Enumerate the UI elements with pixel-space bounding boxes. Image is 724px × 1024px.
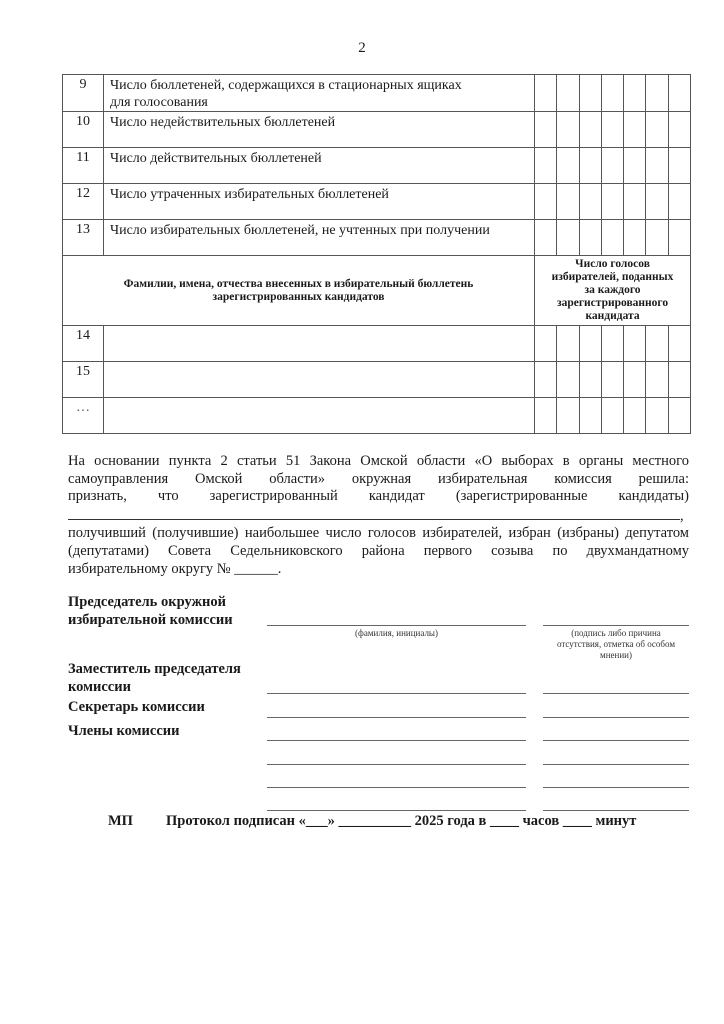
decision-line: (депутатами) Совета Седельниковского района первого созыва по двухмандатному	[68, 542, 689, 559]
digit-cell[interactable]	[668, 362, 690, 398]
digit-cell[interactable]	[668, 184, 690, 220]
signed-text: Протокол подписан «___» __________ 2025 года в ____ часов ____ минут	[166, 813, 637, 829]
digit-cell[interactable]	[624, 326, 646, 362]
candidates-header-label	[63, 256, 535, 326]
label-line: Заместитель председателя	[68, 661, 241, 677]
decision-line: На основании пункта 2 статьи 51 Закона Омской области «О выборах в органы местного	[68, 453, 689, 469]
digit-cell[interactable]	[601, 220, 623, 256]
caption-line: мнении)	[600, 650, 632, 660]
digit-cell[interactable]	[624, 75, 646, 112]
digit-cell[interactable]	[535, 326, 557, 362]
row-label-line: Число действительных бюллетеней	[110, 151, 322, 166]
candidate-name-cell[interactable]	[104, 398, 535, 434]
table-row	[63, 112, 691, 148]
row-label	[104, 112, 535, 148]
digit-cell[interactable]	[646, 398, 668, 434]
digit-cell[interactable]	[624, 184, 646, 220]
digit-cell[interactable]	[624, 398, 646, 434]
digit-cell[interactable]	[601, 75, 623, 112]
stamp-place: МП	[108, 813, 133, 829]
candidate-row	[63, 362, 691, 398]
page-number: 2	[358, 40, 366, 56]
members-label	[68, 722, 179, 740]
protocol-table	[62, 74, 691, 434]
label-line: избирательной комиссии	[68, 612, 233, 628]
row-label	[104, 148, 535, 184]
digit-cell[interactable]	[557, 75, 579, 112]
member-name-line[interactable]	[267, 740, 526, 741]
decision-line: признать, что зарегистрированный кандидат (зарегистрированные кандидаты)	[68, 488, 689, 505]
row-label	[104, 184, 535, 220]
row-number: 9	[63, 75, 104, 112]
digit-cell[interactable]	[646, 112, 668, 148]
member-signature-line[interactable]	[543, 740, 689, 741]
digit-cell[interactable]	[535, 220, 557, 256]
digit-cell[interactable]	[579, 75, 601, 112]
digit-cell[interactable]	[601, 184, 623, 220]
candidates-header-row	[63, 256, 691, 326]
header-line: избирателей, поданных	[551, 271, 674, 283]
digit-cell[interactable]	[646, 326, 668, 362]
candidate-fill-line[interactable]	[68, 506, 689, 526]
digit-cell[interactable]	[535, 362, 557, 398]
digit-cell[interactable]	[624, 220, 646, 256]
row-label-line: Число избирательных бюллетеней, не учтенных при получении	[110, 223, 490, 238]
digit-cell[interactable]	[624, 148, 646, 184]
chairman-name-line[interactable]	[267, 625, 526, 626]
name-caption: (фамилия, инициалы)	[355, 628, 438, 638]
table-row	[63, 148, 691, 184]
comma: ,	[680, 507, 684, 524]
digit-cell[interactable]	[579, 148, 601, 184]
digit-cell[interactable]	[557, 184, 579, 220]
row-number: 15	[63, 362, 104, 398]
caption-line: отсутствия, отметка об особом	[556, 639, 676, 649]
digit-cell[interactable]	[557, 398, 579, 434]
digit-cell[interactable]	[646, 220, 668, 256]
member-name-line[interactable]	[267, 810, 526, 811]
row-number: 11	[63, 148, 104, 184]
caption-line: (подпись либо причина	[571, 628, 661, 638]
digit-cell[interactable]	[668, 112, 690, 148]
digit-cell[interactable]	[535, 75, 557, 112]
chairman-label	[68, 593, 233, 629]
digit-cell[interactable]	[601, 398, 623, 434]
member-name-line[interactable]	[267, 787, 526, 788]
label-line: Председатель окружной	[68, 594, 226, 610]
chairman-signature-line[interactable]	[543, 625, 689, 626]
secretary-label	[68, 698, 205, 716]
secretary-signature-line[interactable]	[543, 717, 689, 718]
header-line: Число голосов	[575, 258, 650, 270]
digit-cell[interactable]	[535, 112, 557, 148]
label-line: комиссии	[68, 679, 131, 695]
digit-cell[interactable]	[624, 362, 646, 398]
digit-cell[interactable]	[646, 362, 668, 398]
digit-cell[interactable]	[535, 184, 557, 220]
digit-cell[interactable]	[557, 220, 579, 256]
header-line: за каждого	[584, 284, 641, 296]
digit-cell[interactable]	[668, 75, 690, 112]
deputy-label	[68, 660, 241, 696]
digit-cell[interactable]	[535, 148, 557, 184]
row-number: 13	[63, 220, 104, 256]
digit-cell[interactable]	[579, 326, 601, 362]
digit-cell[interactable]	[601, 148, 623, 184]
digit-cell[interactable]	[557, 148, 579, 184]
decision-line: самоуправления Омской области» окружная избирательная комиссия решила:	[68, 470, 689, 487]
secretary-name-line[interactable]	[267, 717, 526, 718]
candidate-row	[63, 398, 691, 434]
header-line: Фамилии, имена, отчества внесенных в избирательный бюллетень	[123, 277, 474, 290]
digit-cell[interactable]	[579, 220, 601, 256]
decision-line: получивший (получившие) наибольшее число голосов избирателей, избран (избраны) депутатом	[68, 525, 689, 542]
digit-cell[interactable]	[646, 184, 668, 220]
protocol-signed-footer	[108, 813, 636, 830]
row-label-line: Число утраченных избирательных бюллетеней	[110, 187, 389, 202]
digit-cell[interactable]	[579, 398, 601, 434]
member-signature-line[interactable]	[543, 787, 689, 788]
digit-cell[interactable]	[535, 398, 557, 434]
digit-cell[interactable]	[668, 220, 690, 256]
label-line: Члены комиссии	[68, 723, 180, 739]
decision-line: избирательному округу № ______.	[68, 560, 282, 577]
row-label-line: для голосования	[110, 95, 208, 110]
label-line: Секретарь комиссии	[68, 699, 205, 715]
table-row	[63, 220, 691, 256]
deputy-name-line[interactable]	[267, 693, 526, 694]
row-label-line: Число недействительных бюллетеней	[110, 115, 336, 130]
digit-cell[interactable]	[668, 398, 690, 434]
member-signature-line[interactable]	[543, 764, 689, 765]
digit-cell[interactable]	[624, 112, 646, 148]
digit-cell[interactable]	[557, 362, 579, 398]
table-row	[63, 184, 691, 220]
digit-cell[interactable]	[579, 112, 601, 148]
digit-cell[interactable]	[646, 75, 668, 112]
candidate-row	[63, 326, 691, 362]
table-row	[63, 75, 691, 112]
digit-cell[interactable]	[579, 184, 601, 220]
row-label	[104, 220, 535, 256]
deputy-signature-line[interactable]	[543, 693, 689, 694]
row-number: 12	[63, 184, 104, 220]
signature-caption	[543, 628, 689, 661]
digit-cell[interactable]	[579, 362, 601, 398]
digit-cell[interactable]	[668, 148, 690, 184]
header-line: зарегистрированных кандидатов	[212, 290, 385, 303]
votes-header-label	[535, 256, 691, 326]
candidate-name-cell[interactable]	[104, 326, 535, 362]
digit-cell[interactable]	[646, 148, 668, 184]
digit-cell[interactable]	[668, 326, 690, 362]
candidate-name-cell[interactable]	[104, 362, 535, 398]
member-signature-line[interactable]	[543, 810, 689, 811]
digit-cell[interactable]	[557, 112, 579, 148]
member-name-line[interactable]	[267, 764, 526, 765]
row-label-line: Число бюллетеней, содержащихся в стационарных ящиках	[110, 78, 462, 93]
row-number: 10	[63, 112, 104, 148]
row-number: …	[63, 398, 104, 434]
header-line: кандидата	[585, 310, 640, 322]
digit-cell[interactable]	[557, 326, 579, 362]
digit-cell[interactable]	[601, 326, 623, 362]
row-number: 14	[63, 326, 104, 362]
header-line: зарегистрированного	[556, 297, 669, 309]
digit-cell[interactable]	[601, 362, 623, 398]
digit-cell[interactable]	[601, 112, 623, 148]
decision-paragraph	[68, 453, 689, 578]
row-label	[104, 75, 535, 112]
